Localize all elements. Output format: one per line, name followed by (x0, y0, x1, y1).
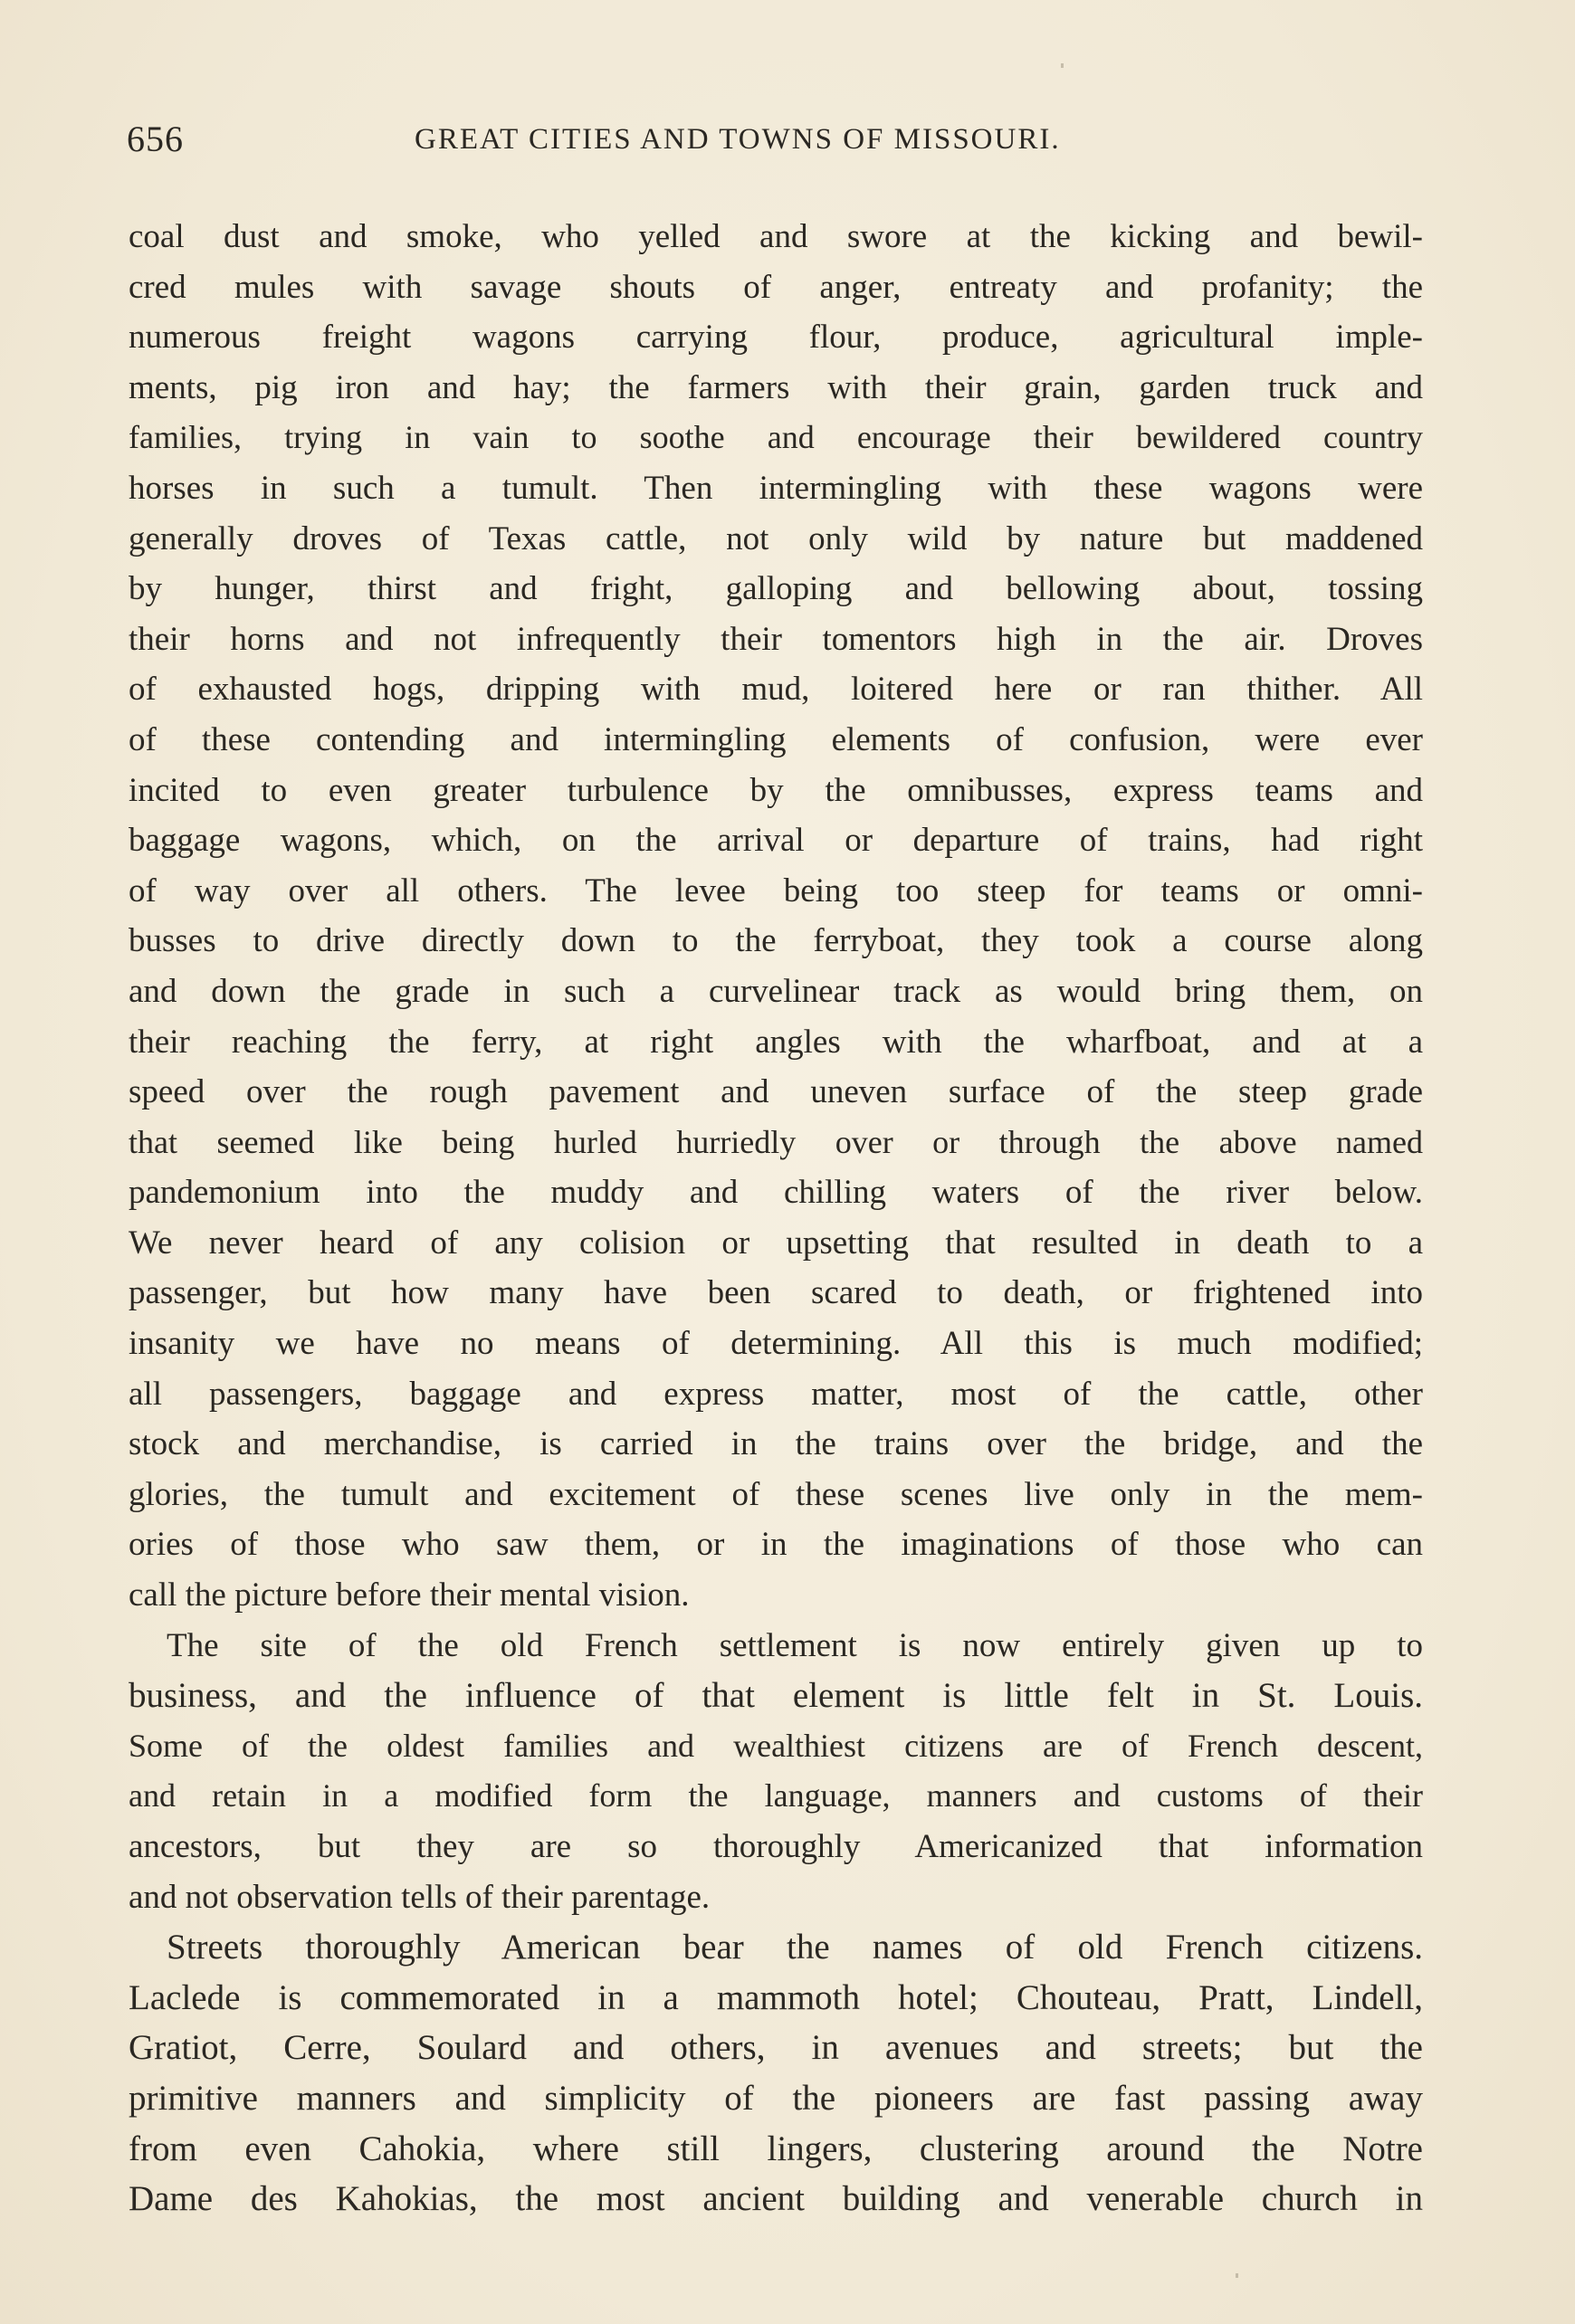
text-line: that seemed like being hurled hurriedly over or through the above named (129, 1123, 1423, 1160)
text-line: by hunger, thirst and fright, galloping and bellowing about, tossing (129, 570, 1423, 608)
text-line: of these contending and intermingling elements of confusion, were ever (129, 720, 1423, 758)
text-line: The site of the old French settlement is now entirely given up to (167, 1626, 1423, 1664)
page-number: 656 (127, 119, 184, 159)
running-head (127, 118, 1430, 172)
text-line: ories of those who saw them, or in the imaginations of those who can (129, 1526, 1423, 1564)
text-line: primitive manners and simplicity of the pioneers are fast passing away (129, 2078, 1423, 2118)
text-line: incited to even greater turbulence by the omnibusses, express teams and (129, 771, 1423, 809)
text-line: all passengers, baggage and express matter, most of the cattle, other (129, 1375, 1423, 1413)
text-line: and retain in a modified form the language, manners and customs of their (129, 1777, 1423, 1814)
text-line: call the picture before their mental vision. (129, 1576, 690, 1614)
text-line: stock and merchandise, is carried in the trains over the bridge, and the (129, 1425, 1423, 1463)
text-line: ments, pig iron and hay; the farmers with their grain, garden truck and (129, 368, 1423, 406)
text-line: horses in such a tumult. Then intermingling with these wagons were (129, 469, 1423, 507)
text-line: families, trying in vain to soothe and encourage their bewildered country (129, 419, 1423, 456)
text-line: of exhausted hogs, dripping with mud, loitered here or ran thither. All (129, 671, 1423, 709)
text-line: glories, the tumult and excitement of these scenes live only in the mem- (129, 1475, 1423, 1513)
text-line: insanity we have no means of determining. All this is much modified; (129, 1325, 1423, 1363)
text-line: baggage wagons, which, on the arrival or departure of trains, had right (129, 822, 1423, 860)
text-line: their horns and not infrequently their tomentors high in the air. Droves (129, 620, 1423, 658)
text-line: from even Cahokia, where still lingers, clustering around the Notre (129, 2129, 1423, 2168)
text-line: Gratiot, Cerre, Soulard and others, in avenues and streets; but the (129, 2028, 1423, 2068)
text-line: passenger, but how many have been scared to death, or frightened into (129, 1274, 1423, 1312)
text-line: coal dust and smoke, who yelled and swore at the kicking and bewil- (129, 218, 1423, 255)
text-line: pandemonium into the muddy and chilling waters of the river below. (129, 1174, 1423, 1212)
text-line: and down the grade in such a curvelinear track as would bring them, on (129, 972, 1423, 1010)
text-line: numerous freight wagons carrying flour, produce, agricultural imple- (129, 319, 1423, 357)
text-line: generally droves of Texas cattle, not only wild by nature but maddened (129, 519, 1423, 557)
text-line: and not observation tells of their parentage. (129, 1878, 711, 1916)
text-line: Some of the oldest families and wealthiest citizens are of French descent, (129, 1727, 1423, 1764)
text-line: Dame des Kahokias, the most ancient building and venerable church in (129, 2179, 1423, 2219)
text-line: of way over all others. The levee being too steep for teams or omni- (129, 872, 1423, 910)
text-line: speed over the rough pavement and uneven surface of the steep grade (129, 1073, 1423, 1111)
text-line: ancestors, but they are so thoroughly Americanized that information (129, 1828, 1423, 1865)
text-line: business, and the influence of that element is little felt in St. Louis. (129, 1676, 1423, 1716)
body-text (129, 212, 1423, 2224)
text-line: Streets thoroughly American bear the names of old French citizens. (167, 1928, 1423, 1967)
paper-speck (1236, 2273, 1238, 2278)
text-line: We never heard of any colision or upsetting that resulted in death to a (129, 1224, 1423, 1262)
paper-speck (1061, 63, 1064, 68)
text-line: busses to drive directly down to the ferryboat, they took a course along (129, 922, 1423, 960)
running-title: GREAT CITIES AND TOWNS OF MISSOURI. (415, 123, 1061, 156)
text-line: their reaching the ferry, at right angles with the wharfboat, and at a (129, 1023, 1423, 1061)
text-line: cred mules with savage shouts of anger, entreaty and profanity; the (129, 268, 1423, 306)
text-line: Laclede is commemorated in a mammoth hotel; Chouteau, Pratt, Lindell, (129, 1977, 1423, 2017)
